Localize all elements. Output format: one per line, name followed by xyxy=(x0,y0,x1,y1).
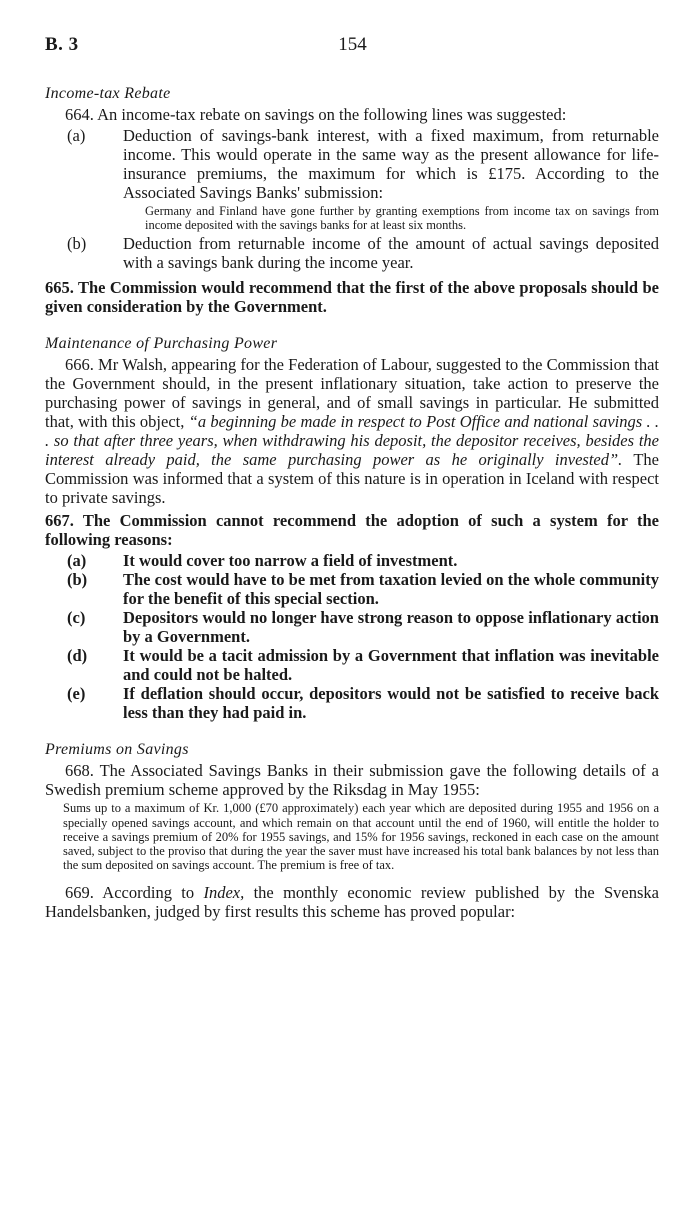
rebate-options-list xyxy=(45,126,659,202)
item-text: It would cover too narrow a field of investment. xyxy=(123,551,458,571)
paragraph-665: 665. The Commission would recommend that the first of the above proposals should be given consideration by the Government. xyxy=(45,278,659,317)
paragraph-668: 668. The Associated Savings Banks in their submission gave the following details of a Swedish premium scheme approved by the Riksdag in May 1955: xyxy=(45,761,659,800)
item-text: Deduction from returnable income of the amount of actual savings deposited with a savings bank during the income year. xyxy=(123,234,659,273)
list-item xyxy=(45,684,659,722)
list-item xyxy=(45,551,659,570)
heading-premiums-on-savings: Premiums on Savings xyxy=(45,741,189,759)
item-label: (a) xyxy=(67,551,87,571)
paragraph-666-quote: “a beginning be made in respect to Post Office and national savings . . . so that after three years, when withdrawing his deposit, the depositor receives, besides the interest already paid, the same purchasing power as he originally invested”. xyxy=(45,412,659,470)
item-text: Deduction of savings-bank interest, with a fixed maximum, from returnable income. This would operate in the same way as the present allowance for life-insurance premiums, the maximum for which is £175. According to the Associated Savings Banks' submission: xyxy=(123,126,659,202)
heading-purchasing-power: Maintenance of Purchasing Power xyxy=(45,335,278,353)
item-text: The cost would have to be met from taxation levied on the whole community for the benefit of this special section. xyxy=(123,570,659,609)
paragraph-669-rest: the monthly economic review published by the Svenska Handelsbanken, judged by first results this scheme has proved popular: xyxy=(45,883,659,922)
reasons-list xyxy=(45,551,659,722)
item-label: (b) xyxy=(67,234,87,254)
paragraph-666 xyxy=(45,355,659,507)
section-code: B. 3 xyxy=(45,34,79,55)
paragraph-667: 667. The Commission cannot recommend the adoption of such a system for the following reasons: xyxy=(45,511,659,550)
paragraph-669-intro: 669. According to xyxy=(65,883,204,903)
item-label: (a) xyxy=(67,126,86,145)
page-content xyxy=(45,84,659,921)
list-item xyxy=(45,608,659,646)
item-text: It would be a tacit admission by a Government that inflation was inevitable and could not be halted. xyxy=(123,646,659,685)
item-text: If deflation should occur, depositors would not be satisfied to receive back less than they had paid in. xyxy=(123,684,659,723)
paragraph-669 xyxy=(45,883,659,921)
list-item xyxy=(45,646,659,684)
heading-income-tax-rebate: Income-tax Rebate xyxy=(45,85,171,102)
index-publication-name: Index, xyxy=(203,883,245,903)
page-number: 154 xyxy=(338,34,367,55)
item-label: (b) xyxy=(67,570,88,590)
item-label: (e) xyxy=(67,684,86,704)
list-item xyxy=(45,570,659,608)
item-label: (c) xyxy=(67,608,86,628)
item-label: (d) xyxy=(67,646,88,666)
item-text: Depositors would no longer have strong reason to oppose inflationary action by a Government. xyxy=(123,608,659,647)
paragraph-666-intro: 666. Mr Walsh, appearing for the Federation of Labour, suggested to the Commission that the Government should, in the present inflationary situation, take action to preserve the purchasing power of savings in general, and of small savings in particular. He submitted that, with this object, xyxy=(45,355,659,432)
list-item xyxy=(45,126,659,202)
paragraph-666-conclusion: The Commission was informed that a system of this nature is in operation in Iceland with respect to private savings. xyxy=(45,450,659,508)
quote-swedish-scheme: Sums up to a maximum of Kr. 1,000 (£70 approximately) each year which are deposited during 1955 and 1956 on a specially opened savings account, and which remain on that account until the end of 1960, will entitle the holder to receive a savings premium of 20% for 1955 savings, and 15% for 1956 savings, reckoned in each case on the amount saved, subject to the proviso that during the year the saver must have increased his total bank balances by not less than the sum deposited on savings account. The premium is free of tax. xyxy=(63,801,659,873)
paragraph-664: 664. An income-tax rebate on savings on the following lines was suggested: xyxy=(65,105,567,124)
quote-germany-finland: Germany and Finland have gone further by granting exemptions from income tax on savings from income deposited with the savings banks for at least six months. xyxy=(145,204,659,233)
rebate-options-list-continued xyxy=(45,234,659,272)
page-header xyxy=(45,34,660,64)
list-item xyxy=(45,234,659,272)
